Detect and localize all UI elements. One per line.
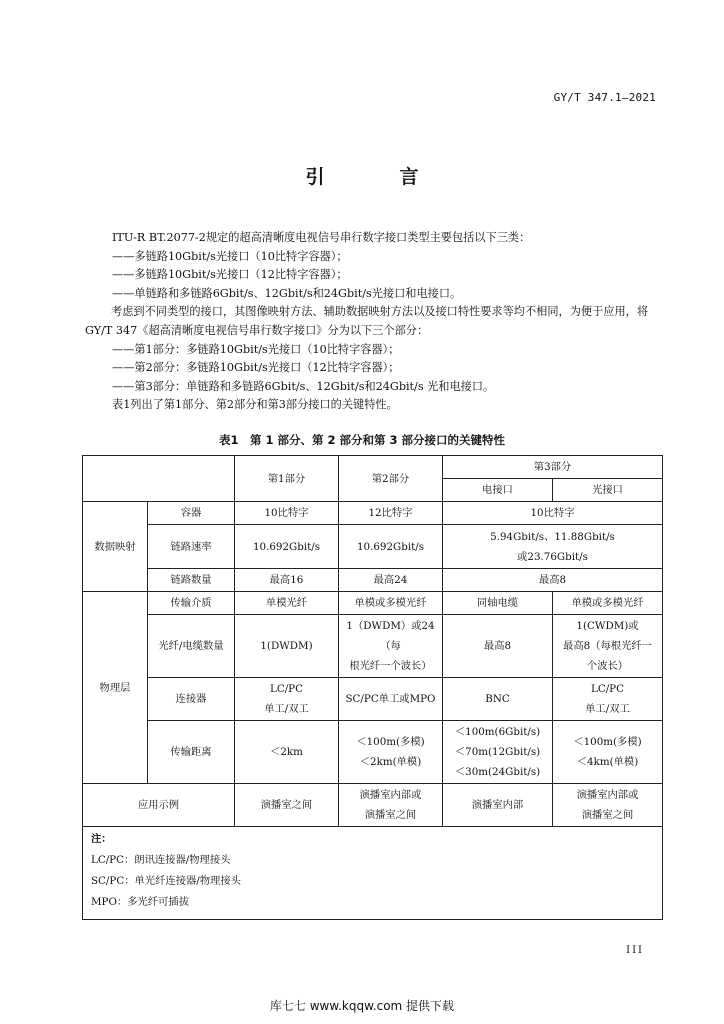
page-title: 引 言 [305,166,447,188]
table-cell: 12比特字 [339,502,443,525]
row-label: 连接器 [148,678,235,721]
row-label: 光纤/电缆数量 [148,615,235,678]
table-cell: 10比特字 [235,502,339,525]
table-cell: 同轴电缆 [443,592,553,615]
table-cell [553,678,663,721]
footer-watermark: 库七七 www.kqqw.com 提供下载 [269,999,455,1013]
table-cell: 10比特字 [443,502,663,525]
table-cell: 最高8 [443,615,553,678]
table-cell: 单模或多模光纤 [339,592,443,615]
note-line: MPO：多光纤可插拔 [91,896,189,908]
table-cell: 最高8 [443,569,663,592]
cell-line: 5.94Gbit/s、11.88Gbit/s [490,530,615,543]
table-notes [83,827,663,920]
table-cell: 10.692Gbit/s [235,525,339,569]
table-cell: 最高16 [235,569,339,592]
cell-line: 单工/双工 [585,703,630,715]
list-item: ——第1部分：多链路10Gbit/s光接口（10比特字容器）； [112,342,400,356]
cell-line: ＜2km(单模) [359,756,422,768]
table-cell: BNC [443,678,553,721]
paragraph: ITU-R BT.2077-2规定的超高清晰度电视信号串行数字接口类型主要包括以下三类： [112,231,531,244]
note-line: SC/PC：单光纤连接器/物理接头 [91,875,241,887]
cell-line: LC/PC [591,683,624,695]
header-part2: 第2部分 [339,456,443,502]
table-cell [443,721,553,784]
table-cell: ＜2km [235,721,339,784]
cell-line: LC/PC [270,683,303,695]
row-label: 链路速率 [148,525,235,569]
list-item: ——单链路和多链路6Gbit/s、12Gbit/s和24Gbit/s光接口和电接口。 [112,286,462,300]
row-label: 传输介质 [148,592,235,615]
paragraph: 考虑到不同类型的接口，其图像映射方法、辅助数据映射方法以及接口特性要求等均不相同，为便于应用，将GY/T 347《超高清晰度电视信号串行数字接口》分为以下三个部分： [85,305,649,337]
header-electrical: 电接口 [443,479,553,502]
cell-line: 根光纤一个波长） [349,660,432,672]
table-cell [339,721,443,784]
table-cell: 最高24 [339,569,443,592]
cell-line: 1(CWDM)或 [576,620,639,632]
table-cell [443,525,663,569]
cell-line: 个波长） [586,660,629,672]
list-item: ——多链路10Gbit/s光接口（10比特字容器）； [112,249,348,263]
cell-line: 单工/双工 [264,703,309,715]
notes-heading: 注： [91,833,112,845]
group-physical: 物理层 [83,592,148,784]
list-item: ——第2部分：多链路10Gbit/s光接口（12比特字容器）； [112,361,400,375]
table-cell: 单模或多模光纤 [553,592,663,615]
introduction-body [86,229,658,415]
cell-line: 演播室内部或 [359,789,422,801]
header-optical: 光接口 [553,479,663,502]
document-number: GY/T 347.1—2021 [553,91,656,104]
row-label: 应用示例 [83,784,235,827]
cell-line: 或23.76Gbit/s [517,550,588,563]
table-cell [339,784,443,827]
row-label: 传输距离 [148,721,235,784]
list-item: ——多链路10Gbit/s光接口（12比特字容器）； [112,268,348,282]
page-number: III [626,945,644,956]
table-cell [553,721,663,784]
table-cell [235,678,339,721]
cell-line: ＜100m(多模) [573,736,642,748]
table-cell: 演播室之间 [235,784,339,827]
cell-line: ＜100m(多模) [356,736,425,748]
list-item: ——第3部分：单链路和多链路6Gbit/s、12Gbit/s和24Gbit/s 光和电接口。 [112,379,495,393]
note-line: LC/PC：朗讯连接器/物理接头 [91,854,231,866]
paragraph: 表1列出了第1部分、第2部分和第3部分接口的关键特性。 [112,398,398,412]
table-cell: 1(DWDM) [235,615,339,678]
cell-line: 演播室之间 [364,809,417,821]
table-cell [339,615,443,678]
group-mapping: 数据映射 [83,502,148,592]
header-part3: 第3部分 [443,456,663,479]
row-label: 链路数量 [148,569,235,592]
table-cell: 单模光纤 [235,592,339,615]
table-cell [553,784,663,827]
key-characteristics-table [82,455,663,920]
cell-line: ＜100m(6Gbit/s) [454,726,541,738]
row-label: 容器 [148,502,235,525]
table-caption: 表1 第 1 部分、第 2 部分和第 3 部分接口的关键特性 [218,433,506,447]
table-cell [553,615,663,678]
header-blank [83,456,235,502]
cell-line: 最高8（每根光纤一 [563,640,652,652]
cell-line: 演播室之间 [581,809,634,821]
cell-line: ＜4km(单模) [576,756,639,768]
cell-line: 演播室内部或 [576,789,639,801]
table-cell: 演播室内部 [443,784,553,827]
header-part1: 第1部分 [235,456,339,502]
cell-line: 1（DWDM）或24（每 [346,620,435,652]
cell-line: ＜30m(24Gbit/s) [454,766,541,778]
cell-line: ＜70m(12Gbit/s) [454,746,541,758]
table-cell: 10.692Gbit/s [339,525,443,569]
table-cell: SC/PC单工或MPO [339,678,443,721]
